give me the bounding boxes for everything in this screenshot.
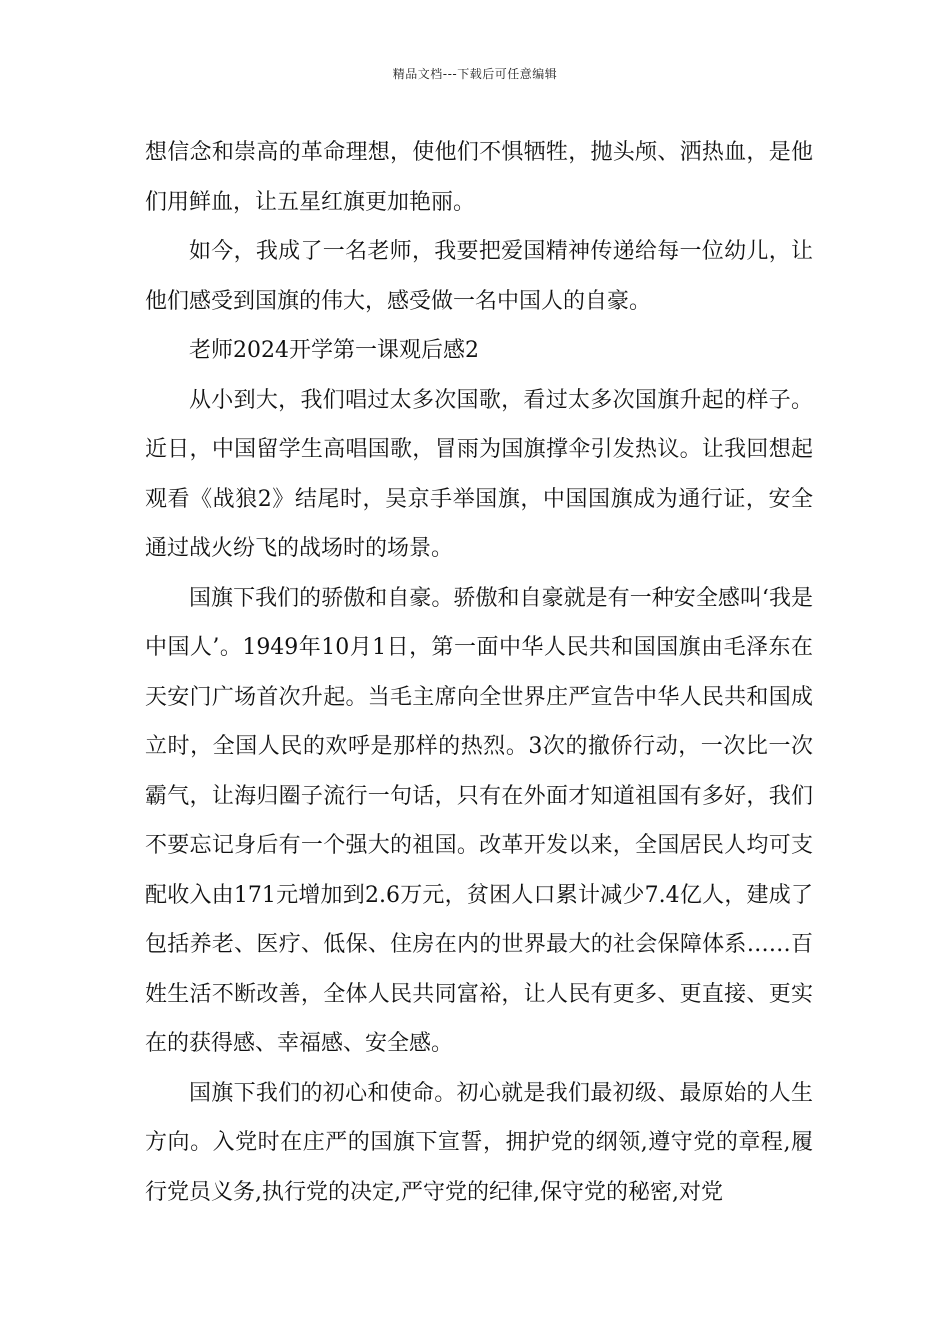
page-header: 精品文档---下载后可任意编辑: [392, 67, 558, 81]
section-heading: 老师2024开学第一课观后感2: [189, 338, 479, 363]
paragraph-2: 如今，我成了一名老师，我要把爱国精神传递给每一位幼儿，让他们感受到国旗的伟大，感受做一名中国人的自豪。: [145, 239, 813, 314]
paragraph-3: 从小到大，我们唱过太多次国歌，看过太多次国旗升起的样子。近日，中国留学生高唱国歌，冒雨为国旗撑伞引发热议。让我回想起观看《战狼2》结尾时，吴京手举国旗，中国国旗成为通行证，安全通过战火纷飞的战场时的场景。: [145, 387, 813, 561]
paragraph-4: 国旗下我们的骄傲和自豪。骄傲和自豪就是有一种安全感叫‘我是中国人’。1949年10月1日，第一面中华人民共和国国旗由毛泽东在天安门广场首次升起。当毛主席向全世界庄严宣告中华人民共和国成立时，全国人民的欢呼是那样的热烈。3次的撤侨行动，一次比一次霸气，让海归圈子流行一句话，只有在外面才知道祖国有多好，我们不要忘记身后有一个强大的祖国。改革开发以来，全国居民人均可支配收入由171元增加到2.6万元，贫困人口累计减少7.4亿人，建成了包括养老、医疗、低保、住房在内的世界最大的社会保障体系……百姓生活不断改善，全体人民共同富裕，让人民有更多、更直接、更实在的获得感、幸福感、安全感。: [145, 585, 813, 1056]
paragraph-1: 想信念和崇高的革命理想，使他们不惧牺牲，抛头颅、洒热血，是他们用鲜血，让五星红旗更加艳丽。: [145, 140, 813, 215]
document-body: [145, 128, 813, 1217]
paragraph-5: 国旗下我们的初心和使命。初心就是我们最初级、最原始的人生方向。入党时在庄严的国旗下宣誓，拥护党的纲领,遵守党的章程,履行党员义务,执行党的决定,严守党的纪律,保守党的秘密,对党: [145, 1080, 813, 1205]
